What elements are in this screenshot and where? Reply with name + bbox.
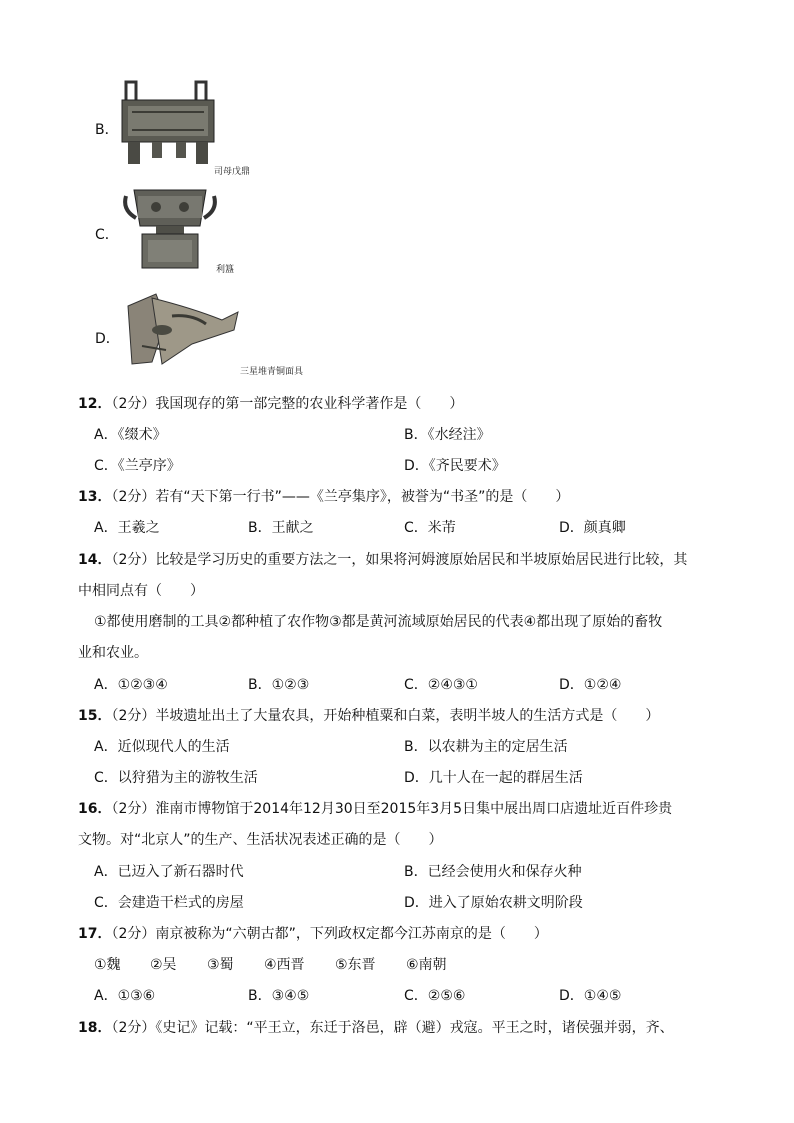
question-text: （2分）若有“天下第一行书”——《兰亭集序》，被誉为“书圣”的是（ ） [111, 489, 570, 505]
option-c-label: C． [95, 227, 119, 243]
answer-option-b[interactable]: B．已经会使用火和保存火种 [404, 864, 582, 880]
answer-option-d[interactable]: D．①②④ [559, 677, 622, 693]
question-stem [78, 799, 672, 819]
answer-option-c[interactable]: C．米芾 [404, 520, 456, 536]
question-stem [78, 550, 687, 570]
question-number: 12． [78, 396, 112, 412]
option-b-label: B． [95, 122, 119, 138]
question-number: 18． [78, 1020, 112, 1036]
answer-option-d[interactable]: D．进入了原始农耕文明阶段 [404, 895, 583, 911]
answer-option-c[interactable]: C．②⑤⑥ [404, 988, 466, 1004]
answer-option-b[interactable]: B．王献之 [248, 520, 314, 536]
question-text: （2分）淮南市博物馆于2014年12月30日至2015年3月5日集中展出周口店遗址近百件珍贵 [111, 801, 673, 817]
bronze-mask-icon [122, 290, 242, 372]
answer-option-d[interactable]: D．颜真卿 [559, 520, 626, 536]
question-number: 14． [78, 552, 112, 568]
question-text: （2分）南京被称为“六朝古都”，下列政权定都今江苏南京的是（ ） [111, 926, 548, 942]
item-1: ①魏 [94, 957, 121, 973]
question-stem [78, 394, 463, 414]
bronze-ding-icon [118, 80, 218, 172]
question-stem [78, 924, 548, 944]
option-d-label: D． [95, 331, 120, 347]
answer-option-d[interactable]: D．①④⑤ [559, 988, 622, 1004]
answer-option-b[interactable]: B．《水经注》 [404, 427, 491, 443]
answer-option-b[interactable]: B．③④⑤ [248, 988, 310, 1004]
option-d-caption: 三星堆青铜面具 [240, 367, 304, 377]
answer-option-c[interactable]: C．会建造干栏式的房屋 [94, 895, 244, 911]
item-2: ②吴 [150, 957, 177, 973]
item-3: ③蜀 [207, 957, 234, 973]
question-text-continued: 中相同点有（ ） [78, 583, 204, 599]
item-4: ④西晋 [264, 957, 305, 973]
answer-option-a[interactable]: A．《缀术》 [94, 427, 167, 443]
answer-option-d[interactable]: D．《齐民要术》 [404, 458, 506, 474]
question-stem [78, 487, 569, 507]
question-number: 16． [78, 801, 112, 817]
item-6: ⑥南朝 [406, 957, 447, 973]
answer-option-a[interactable]: A．近似现代人的生活 [94, 739, 230, 755]
answer-option-a[interactable]: A．已迈入了新石器时代 [94, 864, 244, 880]
question-text: （2分）比较是学习历史的重要方法之一，如果将河姆渡原始居民和半坡原始居民进行比较，其 [111, 552, 688, 568]
question-text: （2分）半坡遗址出土了大量农具，开始种植粟和白菜，表明半坡人的生活方式是（ ） [111, 708, 660, 724]
question-text-continued: 文物。对“北京人”的生产、生活状况表述正确的是（ ） [78, 832, 443, 848]
answer-option-c[interactable]: C．②④③① [404, 677, 478, 693]
bronze-gui-icon [122, 182, 218, 272]
statement-list-continued: 业和农业。 [78, 645, 148, 661]
question-text: （2分）我国现存的第一部完整的农业科学著作是（ ） [111, 396, 464, 412]
option-b-caption: 司母戊鼎 [214, 167, 251, 177]
answer-option-b[interactable]: B．以农耕为主的定居生活 [404, 739, 568, 755]
question-stem [78, 706, 659, 726]
answer-option-a[interactable]: A．王羲之 [94, 520, 160, 536]
question-number: 13． [78, 489, 112, 505]
question-text: （2分）《史记》记载：“平王立，东迁于洛邑，辟（避）戎寇。平王之时，诸侯强并弱，齐、 [111, 1020, 674, 1036]
answer-option-b[interactable]: B．①②③ [248, 677, 310, 693]
question-number: 17． [78, 926, 112, 942]
question-stem [78, 1018, 674, 1038]
answer-option-a[interactable]: A．①②③④ [94, 677, 168, 693]
statement-list: ①都使用磨制的工具②都种植了农作物③都是黄河流域原始居民的代表④都出现了原始的畜牧 [94, 614, 663, 630]
answer-option-d[interactable]: D．几十人在一起的群居生活 [404, 770, 583, 786]
answer-option-c[interactable]: C．《兰亭序》 [94, 458, 181, 474]
option-c-caption: 利簋 [216, 265, 235, 275]
question-number: 15． [78, 708, 112, 724]
item-5: ⑤东晋 [335, 957, 376, 973]
answer-option-c[interactable]: C．以狩猎为主的游牧生活 [94, 770, 258, 786]
answer-option-a[interactable]: A．①③⑥ [94, 988, 156, 1004]
